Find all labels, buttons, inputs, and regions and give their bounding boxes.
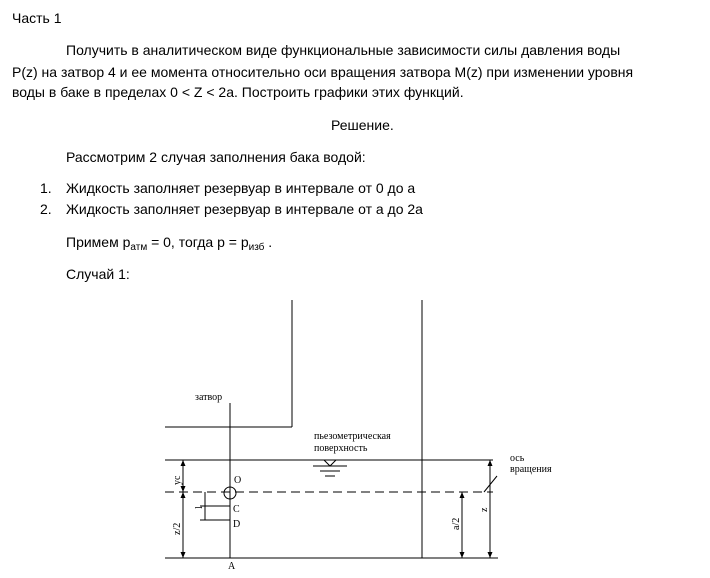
- heading: Часть 1: [12, 10, 62, 26]
- case-2-number: 2.: [40, 201, 52, 217]
- formula-middle: = 0, тогда p = p: [147, 234, 249, 250]
- piezo-triangle: [324, 460, 336, 466]
- label-piezo-2: поверхность: [314, 443, 368, 454]
- point-A: A: [228, 561, 236, 572]
- case-1-text: Жидкость заполняет резервуар в интервале от 0 до a: [66, 180, 416, 196]
- label-axis-1: ось: [510, 453, 525, 464]
- solution-title: Решение.: [331, 117, 394, 133]
- point-D: D: [233, 519, 241, 530]
- label-gate: затвор: [195, 392, 223, 403]
- point-O: O: [234, 475, 242, 486]
- formula-suffix: .: [264, 234, 273, 250]
- formula-sub-atm: атм: [130, 242, 148, 253]
- dim-z-label: z: [479, 507, 490, 512]
- label-piezo-1: пьезометрическая: [314, 431, 391, 442]
- task-line-3: воды в баке в пределах 0 < Z < 2a. Построить графики этих функций.: [12, 84, 464, 100]
- dim-yc-label: yc: [172, 475, 183, 485]
- task-line-1: Получить в аналитическом виде функциональные зависимости силы давления воды: [66, 42, 621, 58]
- dim-a2-label: a/2: [451, 517, 462, 530]
- case-2-text: Жидкость заполняет резервуар в интервале от a до 2a: [66, 201, 423, 217]
- formula-prefix: Примем p: [66, 234, 131, 250]
- case-1-number: 1.: [40, 180, 52, 196]
- formula-sub-izb: изб: [248, 242, 265, 253]
- dim-z2-label: z/2: [172, 522, 183, 535]
- case-1-label: Случай 1:: [66, 266, 130, 282]
- label-axis-2: вращения: [510, 464, 552, 475]
- dim-l-label: l: [194, 506, 205, 509]
- intro-text: Рассмотрим 2 случая заполнения бака водой:: [66, 149, 366, 165]
- task-line-2: P(z) на затвор 4 и ее момента относительно оси вращения затвора M(z) при изменении уровня: [12, 64, 634, 80]
- point-C: C: [233, 504, 240, 515]
